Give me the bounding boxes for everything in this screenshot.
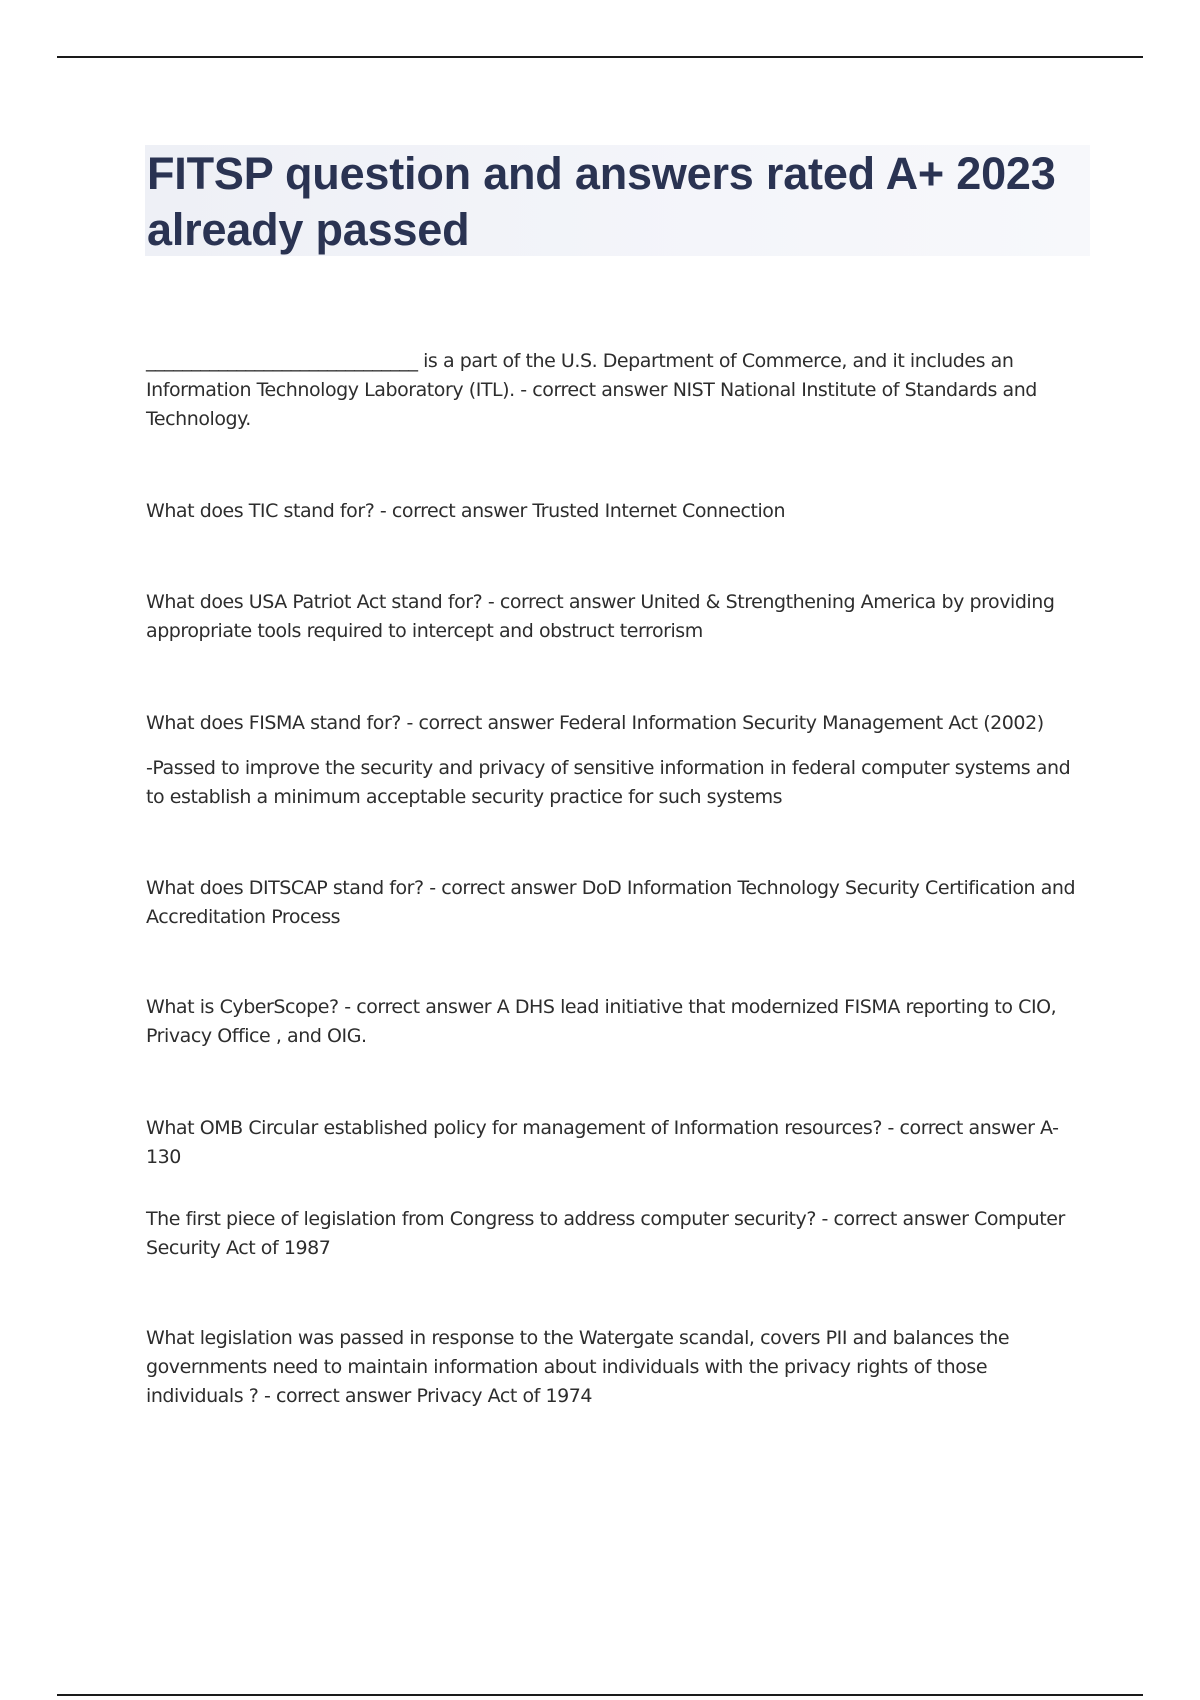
qa-text: What does USA Patriot Act stand for? - correct answer United & Strengthening America by providing appropriate tools required to intercept and obstruct terrorism [146, 591, 1055, 642]
qa-text: The first piece of legislation from Congress to address computer security? - correct answer Computer Security Act of 1987 [146, 1208, 1065, 1259]
qa-text: What is CyberScope? - correct answer A DHS lead initiative that modernized FISMA reporting to CIO, Privacy Office , and OIG. [146, 996, 1057, 1047]
qa-item-patriot-act [146, 588, 1086, 646]
qa-text: What does DITSCAP stand for? - correct answer DoD Information Technology Security Certification and Accreditation Process [146, 877, 1076, 928]
qa-item-cyberscope [146, 993, 1086, 1051]
bottom-rule [57, 1694, 1143, 1696]
qa-text: What OMB Circular established policy for management of Information resources? - correct answer A-130 [146, 1117, 1059, 1168]
qa-item-privacy-act [146, 1324, 1086, 1411]
qa-item-tic [146, 497, 1086, 526]
qa-item-computer-security-act [146, 1205, 1086, 1263]
qa-text: What legislation was passed in response to the Watergate scandal, covers PII and balances the governments need to maintain information about individuals with the privacy rights of those individuals ? - correct answer Privacy Act of 1974 [146, 1327, 1010, 1407]
top-rule [57, 56, 1143, 58]
document-title: FITSP question and answers rated A+ 2023 already passed [147, 148, 1056, 255]
qa-text: What does FISMA stand for? - correct answer Federal Information Security Management Act (2002) [146, 712, 1044, 734]
qa-note: -Passed to improve the security and privacy of sensitive information in federal computer systems and to establish a minimum acceptable security practice for such systems [146, 757, 1071, 808]
qa-text: What does TIC stand for? - correct answer Trusted Internet Connection [146, 500, 786, 522]
qa-item-omb-circular [146, 1114, 1086, 1172]
qa-item-ditscap [146, 874, 1086, 932]
qa-text: ______________________________ is a part of the U.S. Department of Commerce, and it includes an Information Technology Laboratory (ITL). - correct answer NIST National Institute of Standards and Technology. [146, 350, 1037, 430]
qa-item-nist [146, 347, 1086, 434]
qa-item-fisma [146, 709, 1086, 812]
